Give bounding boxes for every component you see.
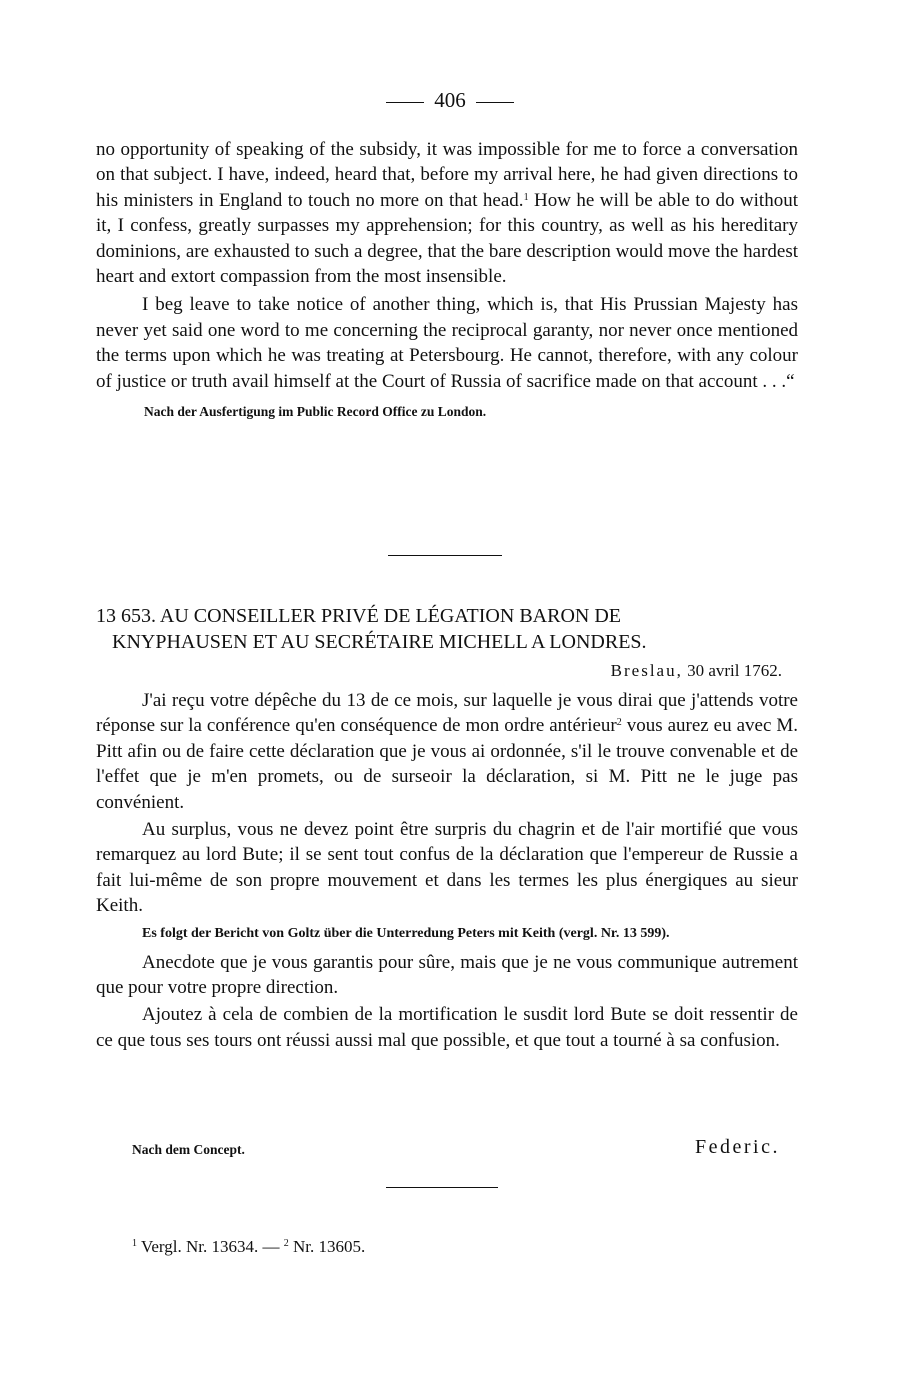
letter2-heading (96, 603, 798, 655)
letter1-body (96, 137, 798, 421)
page-number-dash-left (386, 102, 424, 103)
signature: Federic. (695, 1136, 780, 1158)
footnote-ref-1: 1 (523, 191, 529, 203)
letter2-body (96, 688, 798, 1053)
letter-number: 13 653. (96, 605, 156, 627)
letter2-heading-line-1: 13 653. AU CONSEILLER PRIVÉ DE LÉGATION BARON DE (96, 605, 621, 627)
letter2-paragraph-1: J'ai reçu votre dépêche du 13 de ce mois, sur laquelle je vous dirai que j'attends votre réponse sur la conférence qu'en conséquence de mon ordre antérieur$^2$ vous aurez eu avec M. Pitt afin ou de faire cette déclaration que je vous ai ordonnée, s'il le trouve convenable et de l'effet que je m'en promets, ou de surseoir la déclaration, si M. Pitt ne le juge pas convénient. (96, 690, 798, 813)
letter2-paragraph-3: Anecdote que je vous garantis pour sûre, mais que je ne vous communique autrement que pour votre propre direction. (96, 951, 798, 999)
footnote-2: Nr. 13605. (292, 1237, 366, 1256)
dateline (96, 661, 782, 681)
editorial-note: Es folgt der Bericht von Goltz über die Unterredung Peters mit Keith (vergl. Nr. 13 599). (142, 925, 670, 941)
footnote-mark-2: 2 (283, 1238, 289, 1249)
letter2-paragraph-4: Ajoutez à cela de combien de la mortification le susdit lord Bute se doit ressentir de ce que tous ses tours ont réussi aussi mal que possible, et que tout a tourné à sa confusion. (96, 1004, 798, 1051)
letter1-source-note: Nach der Ausfertigung im Public Record Office zu London. (144, 404, 487, 420)
letter1-paragraph-1: no opportunity of speaking of the subsidy, it was impossible for me to force a conversation on that subject. I have, indeed, heard that, before my arrival here, he had given directions to his ministers in England to touch no more on that head.$^1$ How he will be able to do without it, I confess, greatly surpasses my apprehension; for this country, as well as his hereditary dominions, are exhausted to such a degree, that the bare description would move the hardest heart and extort compassion from the most insensible. (96, 139, 798, 288)
footnote-mark-1: 1 (132, 1238, 137, 1249)
footnote-1: Vergl. Nr. 13634. — (140, 1237, 280, 1256)
dateline-date: 30 avril 1762. (687, 661, 782, 680)
letter2-source-note: Nach dem Concept. (132, 1142, 245, 1157)
page-number-dash-right (476, 102, 514, 103)
footnotes (132, 1237, 365, 1257)
letter2-paragraph-2: Au surplus, vous ne devez point être surpris du chagrin et de l'air mortifié que vous remarquez au lord Bute; il se sent tout confus de la déclaration que l'empereur de Russie a fait lui-même de son propre mouvement et dans les termes les plus énergiques au sieur Keith. (96, 819, 798, 917)
section-divider (388, 555, 502, 556)
footnote-ref-2: 2 (616, 717, 622, 729)
dateline-place: Breslau, (610, 661, 683, 680)
letter2-heading-line-2: KNYPHAUSEN ET AU SECRÉTAIRE MICHELL A LONDRES. (112, 631, 647, 653)
page-number (0, 88, 900, 113)
letter1-paragraph-2: I beg leave to take notice of another thing, which is, that His Prussian Majesty has never yet said one word to me concerning the reciprocal garanty, nor never once mentioned the terms upon which he was treating at Petersbourg. He cannot, therefore, with any colour of justice or truth avail himself at the Court of Russia of sacrifice made on that account . . .“ (96, 294, 798, 392)
footnote-divider (386, 1187, 498, 1188)
page-number-text: 406 (434, 88, 466, 112)
